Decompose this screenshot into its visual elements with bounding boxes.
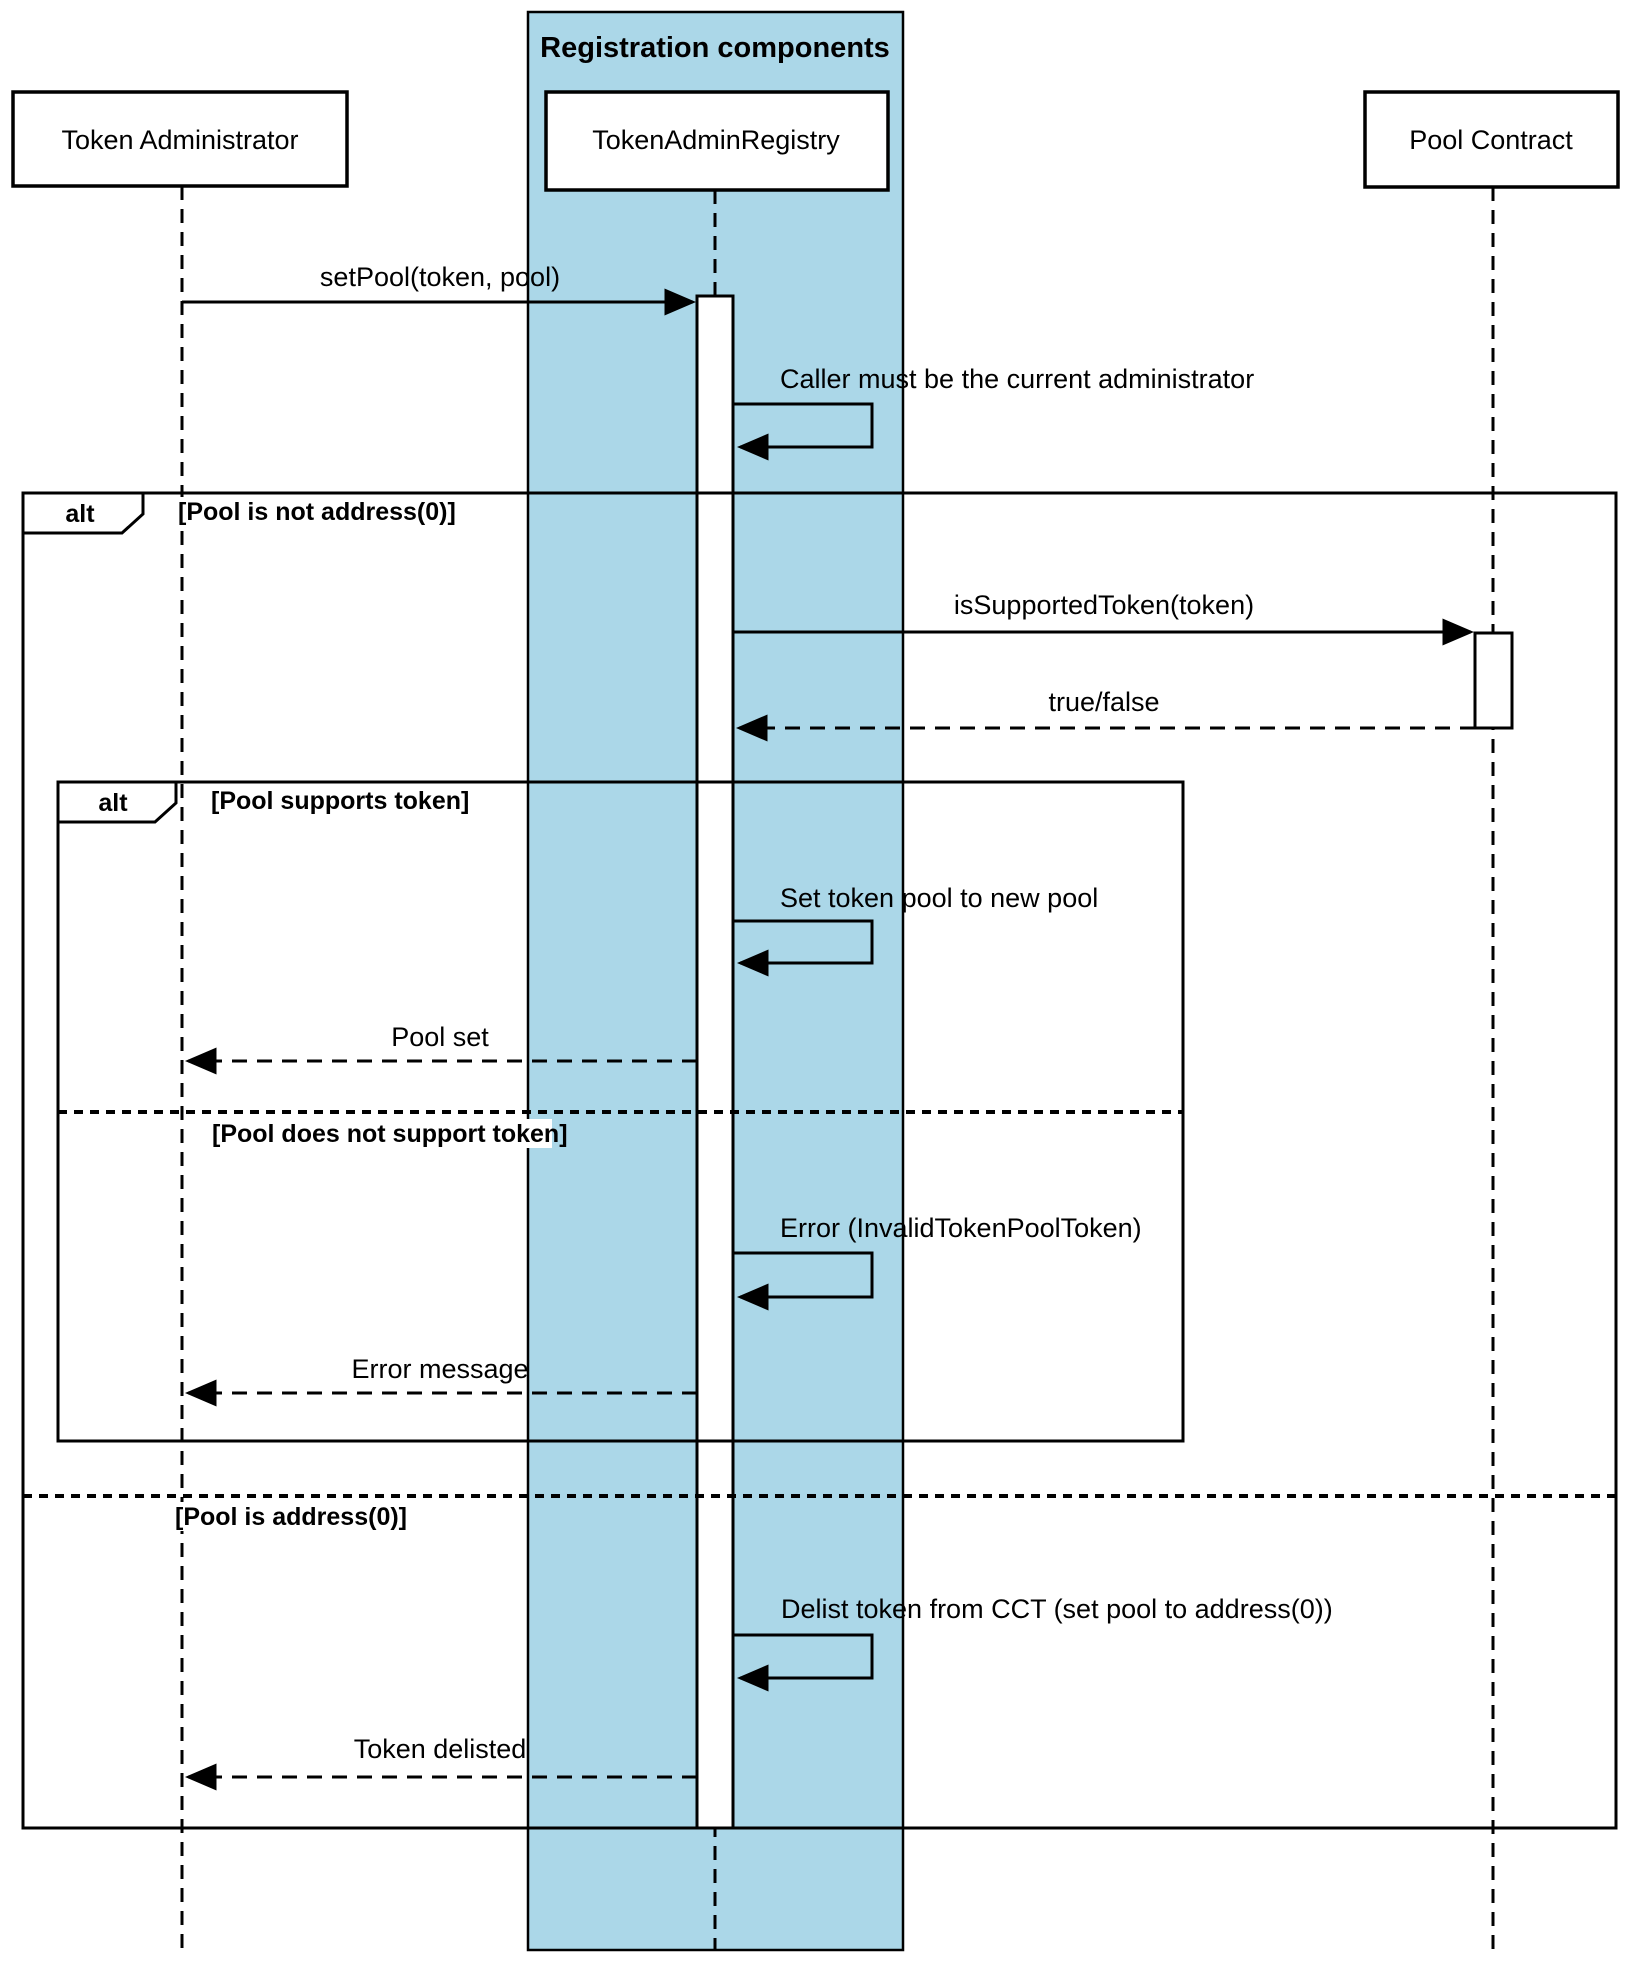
message-set-token-pool-label: Set token pool to new pool bbox=[780, 883, 1099, 913]
alt-operator-outer: alt bbox=[65, 500, 95, 528]
message-caller-note-label: Caller must be the current administrator bbox=[780, 364, 1255, 394]
alt-operator-inner: alt bbox=[98, 789, 128, 817]
message-token-delisted-label: Token delisted bbox=[353, 1734, 527, 1764]
message-error-invalid-label: Error (InvalidTokenPoolToken) bbox=[780, 1213, 1142, 1243]
message-error-message-label: Error message bbox=[351, 1354, 529, 1384]
guard-pool-supports-token: [Pool supports token] bbox=[211, 787, 470, 815]
message-delist-token-label: Delist token from CCT (set pool to address(0)) bbox=[781, 1594, 1333, 1624]
guard-pool-is-address0: [Pool is address(0)] bbox=[175, 1503, 407, 1531]
participant-pool-contract: Pool Contract bbox=[1409, 125, 1573, 155]
guard-pool-not-address0: [Pool is not address(0)] bbox=[178, 498, 456, 526]
message-truefalse-label: true/false bbox=[1048, 687, 1160, 717]
band-title: Registration components bbox=[540, 32, 890, 64]
message-setpool-label: setPool(token, pool) bbox=[319, 262, 561, 292]
participant-token-administrator: Token Administrator bbox=[61, 125, 299, 155]
guard-pool-does-not-support-token: [Pool does not support token] bbox=[212, 1120, 568, 1148]
activation-token-admin-registry bbox=[697, 296, 733, 1828]
activation-pool-contract bbox=[1475, 633, 1512, 728]
participant-token-admin-registry: TokenAdminRegistry bbox=[592, 125, 840, 155]
message-pool-set-label: Pool set bbox=[391, 1022, 489, 1052]
message-issupportedtoken-label: isSupportedToken(token) bbox=[953, 590, 1255, 620]
